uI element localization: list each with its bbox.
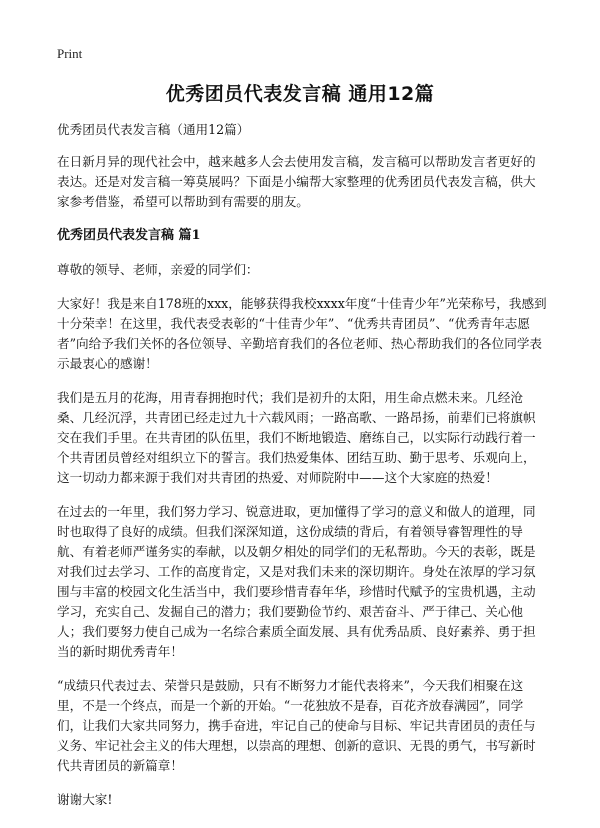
body-paragraph-4: “成绩只代表过去、荣誉只是鼓励，只有不断努力才能代表将来”，今天我们相聚在这里，不是一个终点，而是一个新的开始。“一花独放不是春，百花齐放春满园”，同学们，让我们大家共同努力，携手奋进，牢记自己的使命与目标、牢记共青团员的责任与义务、牢记社会主义的伟大理想，以崇高的理想、创新的意识、无畏的勇气，书写新时代共青团员的新篇章！ <box>57 678 536 773</box>
body-paragraph-3: 在过去的一年里，我们努力学习、锐意进取，更加懂得了学习的意义和做人的道理，同时也取得了良好的成绩。但我们深深知道，这份成绩的背后，有着领导睿智理性的导航、有着老师严谨务实的奉献，以及朝夕相处的同学们的无私帮助。今天的表彰，既是对我们过去学习、工作的高度肯定，又是对我们未来的深切期许。身处在浓厚的学习氛围与丰富的校园文化生活当中，我们要珍惜青春年华，珍惜时代赋予的宝贵机遇，主动学习，充实自己、发掘自己的潜力；我们要勤俭节约、艰苦奋斗、严于律己、关心他人；我们要努力使自己成为一名综合素质全面发展、具有优秀品质、良好素养、勇于担当的新时期优秀青年！ <box>57 504 536 659</box>
document-body <box>57 120 547 810</box>
document-subtitle: 优秀团员代表发言稿（通用12篇） <box>57 122 250 137</box>
print-link[interactable]: Print <box>57 46 83 61</box>
section-heading: 优秀团员代表发言稿 篇1 <box>57 228 201 243</box>
body-paragraph-1: 大家好！我是来自178班的xxx，能够获得我校xxxx年度“十佳青少年”光荣称号，我感到十分荣幸！在这里，我代表受表彰的“十佳青少年”、“优秀共青团员”、“优秀青年志愿者”向给予我们关怀的各位领导、辛勤培育我们的各位老师、热心帮助我们的各位同学表示最衷心的感谢！ <box>57 296 547 371</box>
greeting: 尊敬的领导、老师，亲爱的同学们： <box>57 262 259 277</box>
body-paragraph-2: 我们是五月的花海，用青春拥抱时代；我们是初升的太阳，用生命点燃未来。几经沧桑、几经沉浮，共青团已经走过九十六载风雨；一路高歌、一路昂扬，前辈们已将旗帜交在我们手里。在共青团的队伍里，我们不断地锻造、磨练自己，以实际行动践行着一个共青团员曾经对组织立下的誓言。我们热爱集体、团结互助、勤于思考、乐观向上，这一切动力都来源于我们对共青团的热爱、对师院附中——这个大家庭的热爱！ <box>57 390 536 485</box>
closing-line: 谢谢大家! <box>57 792 113 807</box>
intro-paragraph: 在日新月异的现代社会中，越来越多人会去使用发言稿，发言稿可以帮助发言者更好的表达。还是对发言稿一筹莫展吗？下面是小编帮大家整理的优秀团员代表发言稿，供大家参考借鉴，希望可以帮助到有需要的朋友。 <box>57 154 536 209</box>
page-title: 优秀团员代表发言稿 通用12篇 <box>165 83 435 105</box>
